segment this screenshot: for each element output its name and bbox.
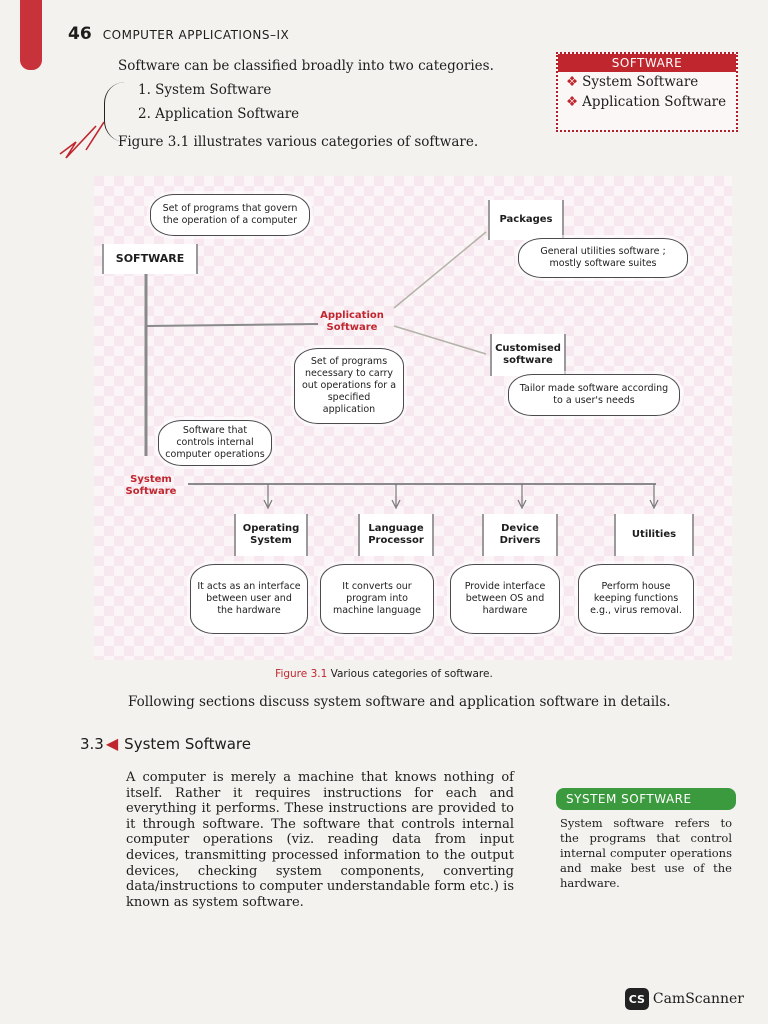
body-paragraph: A computer is merely a machine that knows nothing of itself. Rather it requires instructions for each and everything it performs. These instructions are provided to it through software. The software that controls internal computer operations (viz. reading data from input devices, transmitting processed information to the output devices, checking system components, converting data/instructions to computer understandable form etc.) is known as system software.: [126, 770, 514, 910]
customised-software-node: Customised software: [490, 334, 566, 376]
operating-system-node: Operating System: [234, 514, 308, 556]
section-heading: [80, 734, 251, 753]
figure-caption: [0, 668, 768, 680]
figure-caption-label: Figure 3.1: [275, 668, 328, 680]
margin-box-title: SOFTWARE: [558, 54, 736, 72]
system-software-node: System Software: [125, 474, 177, 497]
section-arrow-icon: ◀: [105, 734, 119, 753]
application-software-node: Application Software: [320, 310, 384, 333]
figure-caption-text: Various categories of software.: [330, 668, 493, 680]
intro-lead: Software can be classified broadly into two categories.: [118, 58, 494, 74]
definition-title: SYSTEM SOFTWARE: [556, 788, 736, 810]
language-processor-cloud: It converts our program into machine language: [320, 564, 434, 634]
intro-item-system: 1. System Software: [138, 82, 272, 98]
camscanner-watermark: [625, 988, 744, 1010]
section-number: 3.3: [80, 734, 104, 753]
figure-reference: Figure 3.1 illustrates various categories of software.: [118, 134, 479, 150]
diamond-bullet-icon: ❖: [566, 74, 579, 90]
application-software-cloud: Set of programs necessary to carry out operations for a specified application: [294, 348, 404, 424]
device-drivers-node: Device Drivers: [482, 514, 558, 556]
camscanner-text: CamScanner: [652, 991, 744, 1007]
utilities-node: Utilities: [614, 514, 694, 556]
diamond-bullet-icon: ❖: [566, 94, 579, 110]
definition-text: System software refers to the programs that control internal computer operations and make best use of the hardware.: [560, 816, 732, 890]
intro-item-application: 2. Application Software: [138, 106, 300, 122]
intro-text: [118, 54, 494, 154]
margin-box-item: ❖ System Software: [566, 74, 699, 90]
software-node: SOFTWARE: [102, 244, 198, 274]
page-edge-tab: [20, 0, 42, 70]
handwritten-tick-mark: [56, 120, 116, 160]
page-number: 46: [68, 24, 92, 44]
margin-box-item: ❖ Application Software: [566, 94, 727, 110]
page-header: [68, 24, 289, 44]
system-software-cloud: Software that controls internal computer operations: [158, 420, 272, 466]
following-sentence: Following sections discuss system software and application software in details.: [128, 694, 671, 710]
software-definition-cloud: Set of programs that govern the operation of a computer: [150, 194, 310, 236]
utilities-cloud: Perform house keeping functions e.g., virus removal.: [578, 564, 694, 634]
section-title: System Software: [124, 734, 251, 753]
packages-node: Packages: [488, 200, 564, 240]
software-categories-diagram: [94, 176, 732, 660]
system-software-definition-box: [556, 788, 736, 891]
language-processor-node: Language Processor: [358, 514, 434, 556]
customised-software-cloud: Tailor made software according to a user's needs: [508, 374, 680, 416]
camscanner-logo-icon: CS: [625, 988, 649, 1010]
device-drivers-cloud: Provide interface between OS and hardware: [450, 564, 560, 634]
running-title: COMPUTER APPLICATIONS–IX: [102, 28, 290, 42]
packages-cloud: General utilities software ; mostly software suites: [518, 238, 688, 278]
operating-system-cloud: It acts as an interface between user and the hardware: [190, 564, 308, 634]
software-margin-box: [556, 52, 738, 132]
